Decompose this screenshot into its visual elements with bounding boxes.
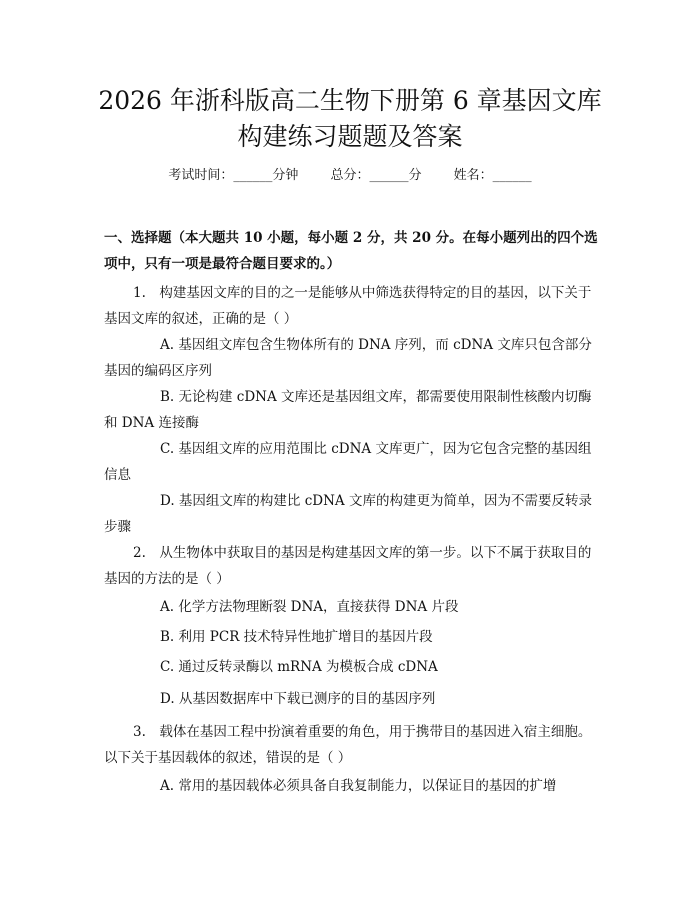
question-1-stem: 1. 构建基因文库的目的之一是能够从中筛选获得特定的目的基因，以下关于基因文库的叙述，正确的是（ ） xyxy=(104,285,592,327)
document-title-line-1: 2026 年浙科版高二生物下册第 6 章基因文库 xyxy=(98,86,602,115)
exam-meta xyxy=(60,166,640,186)
question-2-option-d: D. 从基因数据库中下载已测序的目的基因序列 xyxy=(160,691,436,707)
question-3-option-a: A. 常用的基因载体必须具备自我复制能力，以保证目的基因的扩增 xyxy=(160,778,557,794)
exam-score: 总分：______分 xyxy=(330,168,422,183)
question-2-option-c: C. 通过反转录酶以 mRNA 为模板合成 cDNA xyxy=(160,659,438,675)
question-3-stem: 3. 载体在基因工程中扮演着重要的角色，用于携带目的基因进入宿主细胞。以下关于基因载体的叙述，错误的是（ ） xyxy=(104,724,592,766)
exam-time: 考试时间：______分钟 xyxy=(168,168,299,183)
section-heading: 一、选择题（本大题共 10 小题，每小题 2 分，共 20 分。在每小题列出的四个选项中，只有一项是最符合题目要求的。） xyxy=(104,230,598,272)
question-1-option-d: D. 基因组文库的构建比 cDNA 文库的构建更为简单，因为不需要反转录步骤 xyxy=(104,493,592,535)
question-1-option-b: B. 无论构建 cDNA 文库还是基因组文库，都需要使用限制性核酸内切酶和 DNA 连接酶 xyxy=(104,389,592,431)
question-2-option-a: A. 化学方法物理断裂 DNA，直接获得 DNA 片段 xyxy=(160,599,459,615)
document-title-line-2: 构建练习题题及答案 xyxy=(237,122,463,151)
question-2-stem: 2. 从生物体中获取目的基因是构建基因文库的第一步。以下不属于获取目的基因的方法的是（ ） xyxy=(104,545,592,587)
question-1-option-c: C. 基因组文库的应用范围比 cDNA 文库更广，因为它包含完整的基因组信息 xyxy=(104,441,592,483)
question-2-option-b: B. 利用 PCR 技术特异性地扩增目的基因片段 xyxy=(160,629,433,645)
exam-name: 姓名：______ xyxy=(453,168,532,183)
question-1-option-a: A. 基因组文库包含生物体所有的 DNA 序列，而 cDNA 文库只包含部分基因的编码区序列 xyxy=(104,337,592,379)
